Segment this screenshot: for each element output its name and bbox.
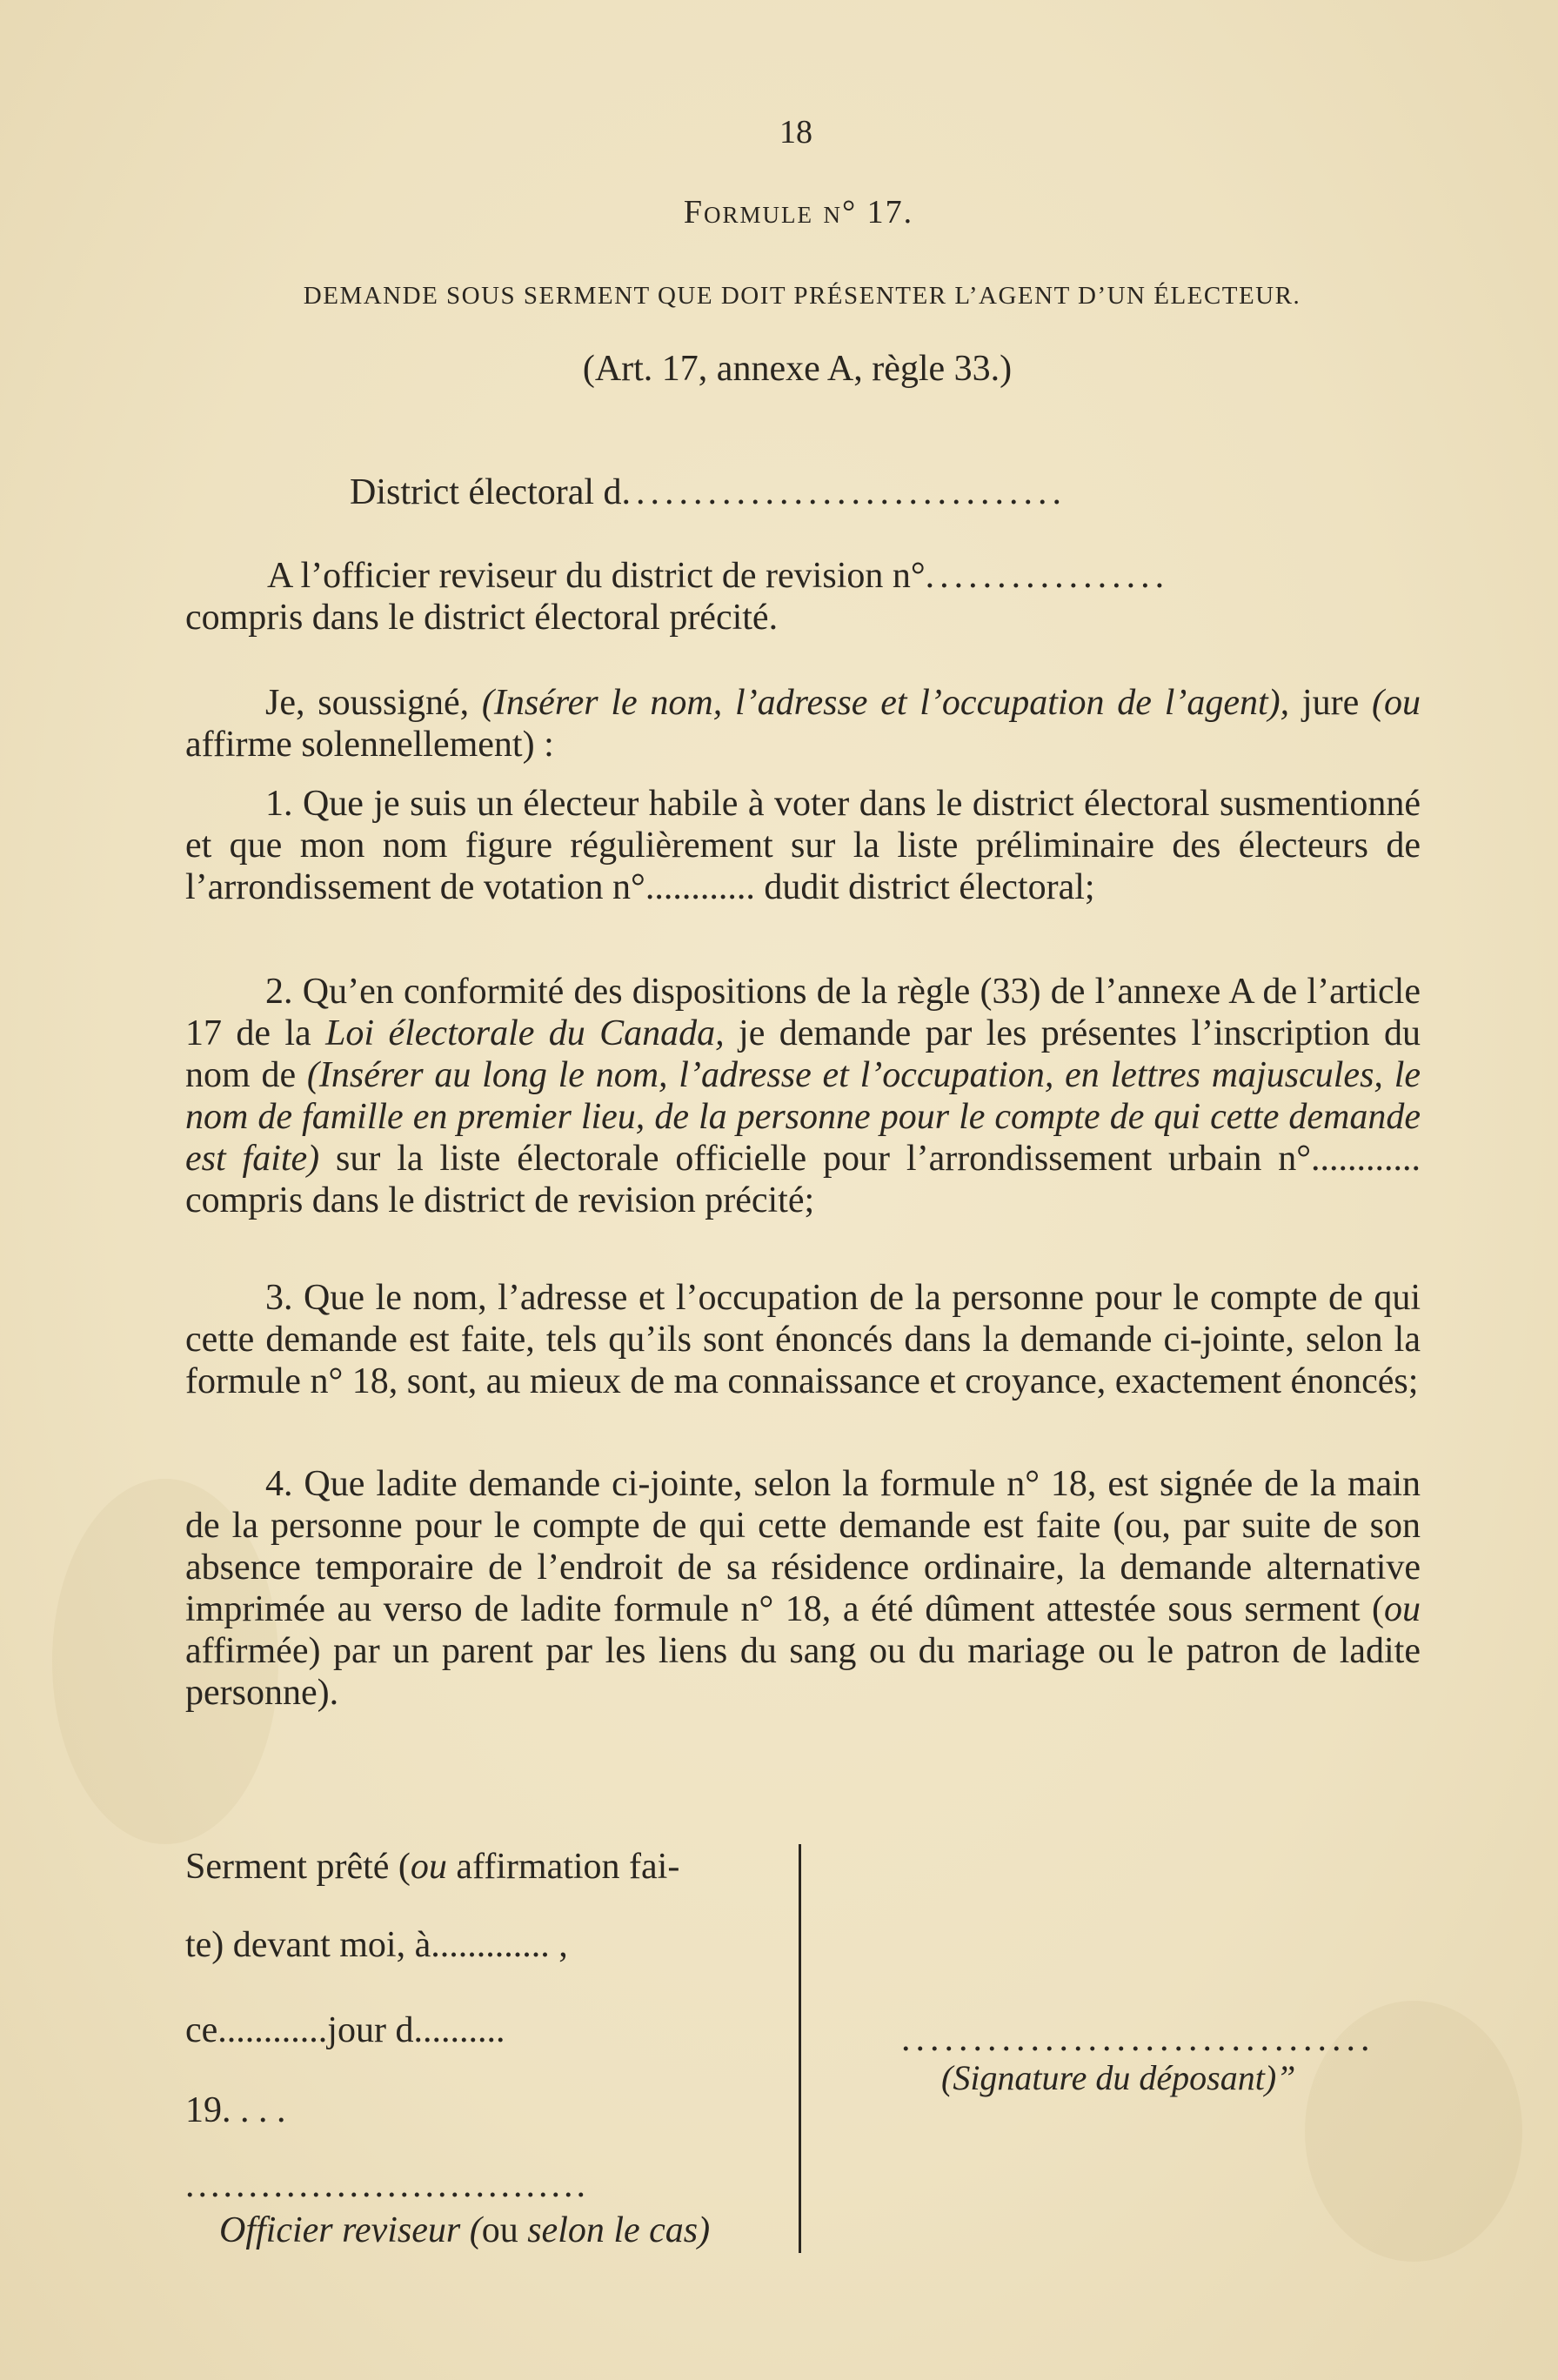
officer-label-text: Officier reviseur ( — [219, 2210, 482, 2250]
deponent-signature-blank: ................................. — [901, 2019, 1375, 2059]
oath-text: affirmation fai- — [446, 1847, 680, 1887]
oath-line-1 — [185, 1846, 679, 1888]
intro-paragraph — [185, 682, 1421, 765]
intro-text: Je, soussigné, — [265, 683, 482, 723]
clause-2 — [185, 971, 1421, 1221]
deponent-signature-label: (Signature du déposant)” — [941, 2058, 1296, 2097]
intro-or: (ou — [1372, 683, 1421, 723]
district-label: District électoral d — [350, 472, 622, 512]
clause-2-instruction: (Insérer au long le nom, l’adresse et l’occupation, en lettres majuscules, le nom de famille en premier lieu, de la personne pour le compte de qui cette demande est faite) — [185, 1055, 1421, 1179]
intro-text: affirme solennellement) : — [185, 725, 554, 765]
officer-signature-blank: ................................ — [185, 2165, 589, 2205]
clause-4-or: ou — [1384, 1589, 1421, 1629]
officer-label-or: ou — [481, 2210, 518, 2250]
page-number: 18 — [779, 114, 812, 150]
oath-line-4: 19. . . . — [185, 2090, 286, 2130]
intro-text: jure — [1289, 683, 1372, 723]
district-blank: ............................... — [621, 472, 1067, 512]
oath-line-2: te) devant moi, à............. , — [185, 1925, 568, 1965]
clause-1-text: 1. Que je suis un électeur habile à voter dans le district électoral susmentionné et que mon nom figure régulièrement sur la liste préliminaire des électeurs de l’arrondissement de votation n°............ dudit district électoral; — [185, 784, 1421, 907]
officer-label-text: selon le cas) — [518, 2210, 711, 2250]
form-heading: DEMANDE SOUS SERMENT QUE DOIT PRÉSENTER L’AGENT D’UN ÉLECTEUR. — [303, 282, 1301, 310]
oath-text: Serment prêté ( — [185, 1847, 411, 1887]
form-title: Formule n° 17. — [683, 194, 914, 231]
clause-3 — [185, 1277, 1421, 1402]
clause-4-text: 4. Que ladite demande ci-jointe, selon la formule n° 18, est signée de la main de la personne pour le compte de qui cette demande est faite (ou, par suite de son absence temporaire de l’endroit de sa résidence ordinaire, la demande alternative imprimée au verso de ladite formule n° 18, a été dûment attestée sous serment ( — [185, 1464, 1421, 1629]
officer-line — [267, 555, 1169, 597]
clause-4 — [185, 1463, 1421, 1714]
clause-3-text: 3. Que le nom, l’adresse et l’occupation de la personne pour le compte de qui cette demande est faite, tels qu’ils sont énoncés dans la demande ci-jointe, selon la formule n° 18, sont, au mieux de ma connaissance et croyance, exactement énoncés; — [185, 1278, 1421, 1401]
clause-2-text: sur la liste électorale officielle pour l’arrondissement urbain n°............ compris dans le district de revision précité; — [185, 1139, 1421, 1220]
intro-instruction: (Insérer le nom, l’adresse et l’occupation de l’agent), — [481, 683, 1290, 723]
officer-label: A l’officier reviseur du district de revision n° — [267, 556, 926, 596]
oath-bracket — [781, 1844, 801, 2253]
oath-or: ou — [410, 1847, 447, 1887]
officer-blank: ................. — [925, 556, 1170, 596]
article-reference: (Art. 17, annexe A, règle 33.) — [582, 349, 1013, 389]
officer-signature-label — [219, 2210, 710, 2251]
clause-2-text: 2. Qu’en conformité des dispositions de la règle (33) de l’annexe A de l’article 17 de la — [185, 972, 1421, 1053]
officer-line-2: compris dans le district électoral précité. — [185, 598, 779, 638]
district-line — [350, 471, 1067, 513]
clause-1 — [185, 783, 1421, 908]
clause-4-text: affirmée) par un parent par les liens du sang ou du mariage ou le patron de ladite personne). — [185, 1631, 1421, 1713]
clause-2-text: je demande par les présentes l’inscription du nom de — [185, 1013, 1421, 1095]
law-title: Loi électorale du Canada, — [325, 1013, 725, 1053]
oath-line-3: ce............jour d.......... — [185, 2010, 505, 2050]
